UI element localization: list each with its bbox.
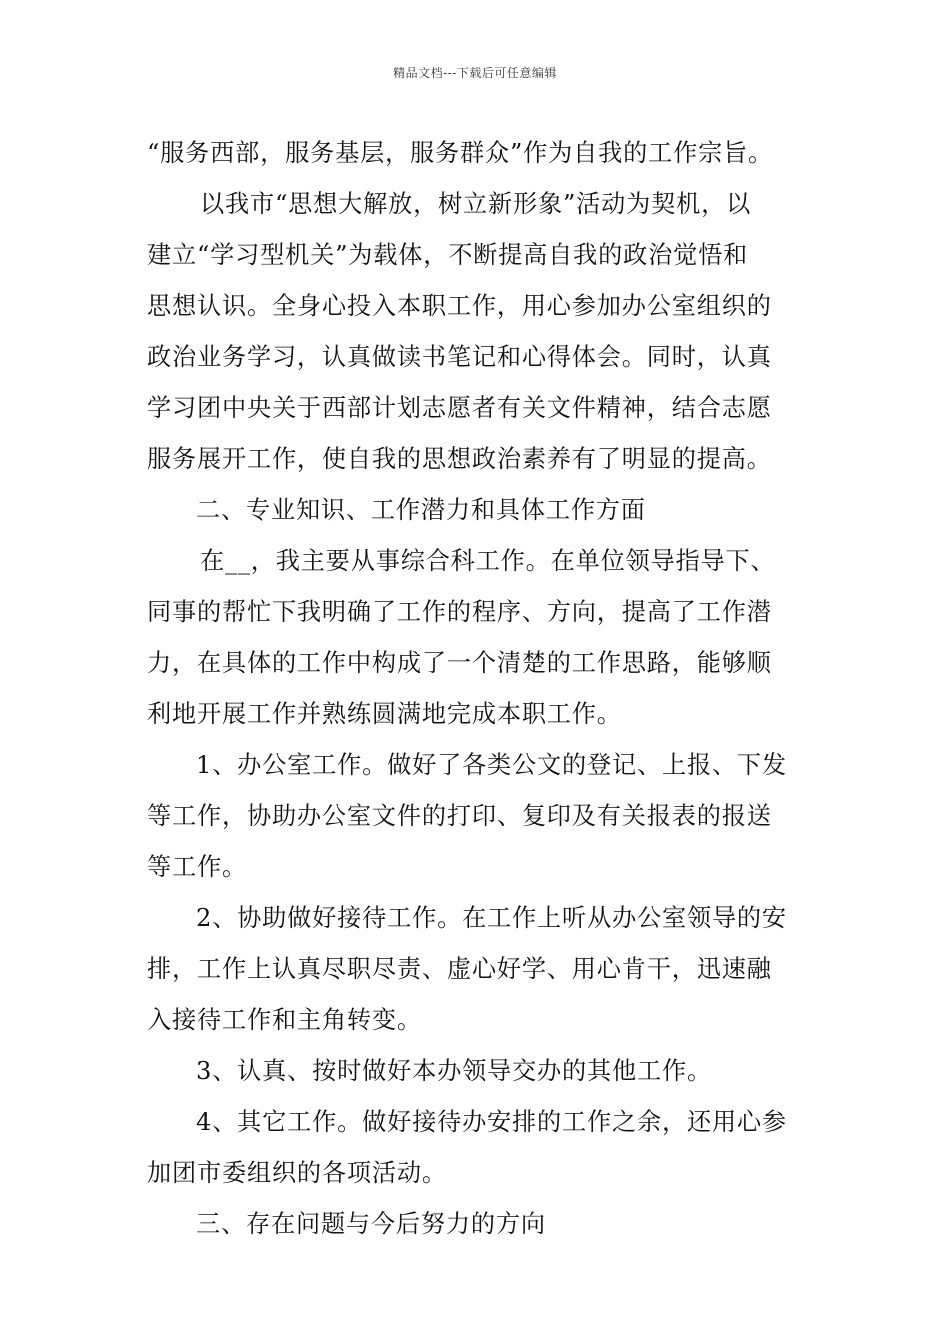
paragraph-start-line: 以我市“思想大解放，树立新形象”活动为契机，以 [200, 190, 752, 218]
text-line: 力，在具体的工作中构成了一个清楚的工作思路，能够顺 [147, 649, 772, 677]
text-line: “服务西部，服务基层，服务群众”作为自我的工作宗旨。 [147, 139, 774, 167]
text-line: 排，工作上认真尽职尽责、虚心好学、用心肯干，迅速融 [147, 955, 772, 983]
section-heading: 三、存在问题与今后努力的方向 [196, 1210, 546, 1238]
text-line: 等工作，协助办公室文件的打印、复印及有关报表的报送 [147, 802, 772, 830]
page-header: 精品文档---下载后可任意编辑 [393, 66, 557, 80]
text-line: 服务展开工作，使自我的思想政治素养有了明显的提高。 [147, 445, 772, 473]
paragraph-start-line: 在__，我主要从事综合科工作。在单位领导指导下、 [200, 547, 776, 575]
section-heading: 二、专业知识、工作潜力和具体工作方面 [196, 496, 646, 524]
text-line: 建立“学习型机关”为载体，不断提高自我的政治觉悟和 [147, 241, 749, 269]
text-line: 入接待工作和主角转变。 [147, 1006, 422, 1034]
list-item-start-line: 1、办公室工作。做好了各类公文的登记、上报、下发 [196, 751, 787, 779]
text-line: 等工作。 [147, 853, 247, 881]
list-item-start-line: 4、其它工作。做好接待办安排的工作之余，还用心参 [196, 1108, 787, 1136]
list-item-start-line: 3、认真、按时做好本办领导交办的其他工作。 [196, 1057, 712, 1085]
text-line: 利地开展工作并熟练圆满地完成本职工作。 [147, 700, 622, 728]
document-body [147, 128, 807, 1250]
text-line: 同事的帮忙下我明确了工作的程序、方向，提高了工作潜 [147, 598, 772, 626]
text-line: 学习团中央关于西部计划志愿者有关文件精神，结合志愿 [147, 394, 772, 422]
text-line: 政治业务学习，认真做读书笔记和心得体会。同时，认真 [147, 343, 772, 371]
text-line: 加团市委组织的各项活动。 [147, 1159, 447, 1187]
text-line: 思想认识。全身心投入本职工作，用心参加办公室组织的 [147, 292, 772, 320]
list-item-start-line: 2、协助做好接待工作。在工作上听从办公室领导的安 [196, 904, 787, 932]
